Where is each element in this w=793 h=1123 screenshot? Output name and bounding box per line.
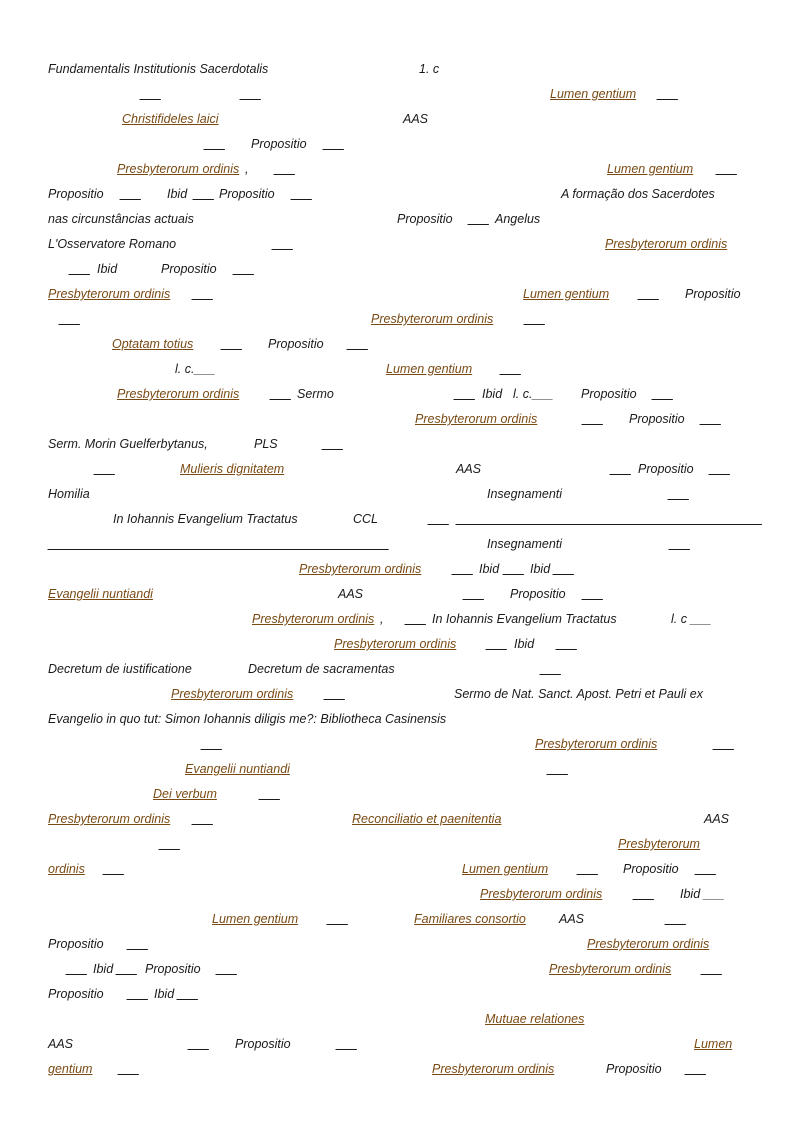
blank-line: ___ — [233, 262, 254, 276]
blank-line: ___ — [709, 462, 730, 476]
reference-link-mulieris-dignitatem[interactable]: Mulieris dignitatem — [180, 462, 285, 476]
reference-link-christifideles-laici[interactable]: Christifideles laici — [122, 112, 219, 126]
blank-line: ___ — [668, 487, 689, 501]
blank-line: ___ — [524, 312, 545, 326]
text-line — [0, 111, 793, 129]
text-propositio: Propositio — [581, 387, 637, 401]
text-in-iohannis-evangelium-tractatus: In Iohannis Evangelium Tractatus — [113, 512, 298, 526]
blank-line: ___ — [201, 737, 222, 751]
reference-link-lumen-gentium[interactable]: Lumen gentium — [607, 162, 694, 176]
text-line — [0, 436, 793, 454]
text-line — [0, 836, 793, 854]
text-ibid: Ibid — [154, 987, 175, 1001]
text-line — [0, 736, 793, 754]
text-line — [0, 336, 793, 354]
blank-line: ___ — [120, 187, 141, 201]
blank-line: ___ — [701, 962, 722, 976]
blank-line: ___ — [192, 812, 213, 826]
text-line — [0, 411, 793, 429]
reference-link-presbyterorum-ordinis[interactable]: Presbyterorum ordinis — [605, 237, 728, 251]
blank-line: ___ — [324, 687, 345, 701]
text-ibid: Ibid — [97, 262, 118, 276]
text-line — [0, 636, 793, 654]
text-propositio: Propositio — [629, 412, 685, 426]
text-aas: AAS — [403, 112, 429, 126]
blank-line: ___ — [177, 987, 198, 1001]
text-ibid: Ibid — [514, 637, 535, 651]
blank-line: ___ — [127, 937, 148, 951]
blank-line: ___ — [69, 262, 90, 276]
text-line — [0, 186, 793, 204]
text-line — [0, 661, 793, 679]
blank-line: ___ — [59, 312, 80, 326]
reference-link-presbyterorum-ordinis[interactable]: Presbyterorum ordinis — [432, 1062, 555, 1076]
text-line — [0, 1061, 793, 1079]
reference-link-ordinis[interactable]: ordinis — [48, 862, 85, 876]
reference-link-presbyterorum-ordinis[interactable]: Presbyterorum ordinis — [48, 812, 171, 826]
reference-link-optatam-totius[interactable]: Optatam totius — [112, 337, 194, 351]
text-aas: AAS — [559, 912, 585, 926]
blank-line: ___ — [577, 862, 598, 876]
blank-line: ___ — [118, 1062, 139, 1076]
blank-line: ___ — [103, 862, 124, 876]
blank-line: ___ — [336, 1037, 357, 1051]
text-l-c: l. c ___ — [671, 612, 712, 626]
text-propositio: Propositio — [685, 287, 741, 301]
text-evangelio-in-quo-tut-simon-iohannis-diligis-me-bibliotheca-casinensis: Evangelio in quo tut: Simon Iohannis diligis me?: Bibliotheca Casinensis — [48, 712, 447, 726]
blank-line: ___ — [556, 637, 577, 651]
reference-link-presbyterorum-ordinis[interactable]: Presbyterorum ordinis — [299, 562, 422, 576]
text-line — [0, 1011, 793, 1029]
text-aas: AAS — [338, 587, 364, 601]
text-line — [0, 486, 793, 504]
reference-link-presbyterorum-ordinis[interactable]: Presbyterorum ordinis — [587, 937, 710, 951]
text-ibid: Ibid — [482, 387, 503, 401]
text-decretum-de-iustificatione: Decretum de iustificatione — [48, 662, 192, 676]
reference-link-presbyterorum-ordinis[interactable]: Presbyterorum ordinis — [371, 312, 494, 326]
text-line — [0, 61, 793, 79]
text-line — [0, 586, 793, 604]
text-propositio: Propositio — [268, 337, 324, 351]
reference-link-reconciliatio-et-paenitentia[interactable]: Reconciliatio et paenitentia — [352, 812, 502, 826]
text-line — [0, 886, 793, 904]
blank-line: ___ — [500, 362, 521, 376]
blank-line: ___ — [452, 562, 473, 576]
reference-link-dei-verbum[interactable]: Dei verbum — [153, 787, 217, 801]
blank-line: ___ — [685, 1062, 706, 1076]
text-ibid: Ibid ___ — [680, 887, 725, 901]
text-ibid: Ibid — [93, 962, 114, 976]
blank-line: ___ — [468, 212, 489, 226]
text-line — [0, 286, 793, 304]
blank-line: ___ — [323, 137, 344, 151]
blank-line: ___ — [454, 387, 475, 401]
reference-link-presbyterorum-ordinis[interactable]: Presbyterorum ordinis — [48, 287, 171, 301]
text-line — [0, 1036, 793, 1054]
text-propositio: Propositio — [510, 587, 566, 601]
text-line — [0, 611, 793, 629]
reference-link-lumen-gentium[interactable]: Lumen gentium — [212, 912, 299, 926]
text-propositio: Propositio — [48, 187, 104, 201]
blank-line: ___ — [127, 987, 148, 1001]
text-l-osservatore-romano: L'Osservatore Romano — [48, 237, 177, 251]
text-line — [0, 361, 793, 379]
text-line — [0, 986, 793, 1004]
reference-link-evangelii-nuntiandi[interactable]: Evangelii nuntiandi — [48, 587, 153, 601]
text-line — [0, 136, 793, 154]
text-ibid: Ibid — [530, 562, 551, 576]
blank-line: ___ — [713, 737, 734, 751]
reference-link-familiares-consortio[interactable]: Familiares consortio — [414, 912, 526, 926]
blank-line: ___ — [272, 237, 293, 251]
text-propositio: Propositio — [606, 1062, 662, 1076]
reference-link-presbyterorum-ordinis[interactable]: Presbyterorum ordinis — [171, 687, 294, 701]
text-propositio: Propositio — [48, 937, 104, 951]
reference-link-presbyterorum-ordinis[interactable]: Presbyterorum ordinis — [535, 737, 658, 751]
blank-line: ___ — [669, 537, 690, 551]
blank-line: ____________________________________________ — [456, 512, 762, 526]
blank-line: ___ — [547, 762, 568, 776]
reference-link-mutuae-relationes[interactable]: Mutuae relationes — [485, 1012, 585, 1026]
text-propositio: Propositio — [235, 1037, 291, 1051]
blank-line: ___ — [140, 87, 161, 101]
text-sermo: Sermo — [297, 387, 334, 401]
text-propositio: Propositio — [48, 987, 104, 1001]
reference-link-presbyterorum-ordinis[interactable]: Presbyterorum ordinis — [334, 637, 457, 651]
text-propositio: Propositio — [638, 462, 694, 476]
blank-line: ___ — [540, 662, 561, 676]
reference-link-lumen-gentium[interactable]: Lumen gentium — [462, 862, 549, 876]
text-aas: AAS — [456, 462, 482, 476]
text-insegnamenti: Insegnamenti — [487, 487, 563, 501]
text-line — [0, 511, 793, 529]
text-line — [0, 261, 793, 279]
blank-line: ___ — [700, 412, 721, 426]
text-line — [0, 211, 793, 229]
blank-line: ___ — [405, 612, 426, 626]
text-propositio: Propositio — [397, 212, 453, 226]
text-fundamentalis-institutionis-sacerdotalis: Fundamentalis Institutionis Sacerdotalis — [48, 62, 269, 76]
reference-link-evangelii-nuntiandi[interactable]: Evangelii nuntiandi — [185, 762, 290, 776]
text-aas: AAS — [704, 812, 730, 826]
blank-line: ___ — [274, 162, 295, 176]
text-1-c: 1. c — [419, 62, 440, 76]
reference-link-presbyterorum-ordinis[interactable]: Presbyterorum ordinis — [480, 887, 603, 901]
text-l-c: l. c.___ — [513, 387, 554, 401]
text-line — [0, 936, 793, 954]
text-aas: AAS — [48, 1037, 74, 1051]
text-line — [0, 86, 793, 104]
blank-line: ___ — [665, 912, 686, 926]
blank-line: ___ — [193, 187, 214, 201]
blank-line: ___ — [695, 862, 716, 876]
text-propositio: Propositio — [251, 137, 307, 151]
blank-line: ___ — [553, 562, 574, 576]
text-line — [0, 161, 793, 179]
blank-line: ___ — [66, 962, 87, 976]
blank-line: ___ — [610, 462, 631, 476]
blank-line: ___ — [322, 437, 343, 451]
reference-link-presbyterorum-ordinis[interactable]: Presbyterorum ordinis — [252, 612, 375, 626]
text-propositio: Propositio — [161, 262, 217, 276]
blank-line: ___ — [291, 187, 312, 201]
blank-line: ___ — [347, 337, 368, 351]
text-nas-circunst-ncias-actuais: nas circunstâncias actuais — [48, 212, 194, 226]
blank-line: _________________________________________________ — [48, 537, 389, 551]
blank-line: ___ — [204, 137, 225, 151]
blank-line: ___ — [503, 562, 524, 576]
blank-line: ___ — [582, 587, 603, 601]
blank-line: ___ — [486, 637, 507, 651]
text-line — [0, 386, 793, 404]
text-line — [0, 561, 793, 579]
text-propositio: Propositio — [145, 962, 201, 976]
text-decretum-de-sacramentas: Decretum de sacramentas — [248, 662, 395, 676]
blank-line: ___ — [633, 887, 654, 901]
blank-line: ___ — [259, 787, 280, 801]
blank-line: ___ — [638, 287, 659, 301]
blank-line: ___ — [716, 162, 737, 176]
text-line — [0, 861, 793, 879]
blank-line: ___ — [94, 462, 115, 476]
blank-line: ___ — [116, 962, 137, 976]
text-blank: , — [380, 612, 384, 626]
reference-link-presbyterorum-ordinis[interactable]: Presbyterorum ordinis — [549, 962, 672, 976]
text-l-c: l. c.___ — [175, 362, 216, 376]
blank-line: ___ — [270, 387, 291, 401]
reference-link-presbyterorum-ordinis[interactable]: Presbyterorum ordinis — [117, 162, 240, 176]
blank-line: ___ — [327, 912, 348, 926]
text-line — [0, 461, 793, 479]
text-line — [0, 786, 793, 804]
blank-line: ___ — [221, 337, 242, 351]
text-homilia: Homilia — [48, 487, 90, 501]
text-ccl: CCL — [353, 512, 379, 526]
text-line — [0, 961, 793, 979]
text-propositio: Propositio — [623, 862, 679, 876]
text-a-forma-o-dos-sacerdotes: A formação dos Sacerdotes — [561, 187, 715, 201]
reference-link-lumen-gentium[interactable]: Lumen gentium — [550, 87, 637, 101]
text-angelus: Angelus — [495, 212, 541, 226]
text-line — [0, 711, 793, 729]
reference-link-presbyterorum[interactable]: Presbyterorum — [618, 837, 700, 851]
text-sermo-de-nat-sanct-apost-petri-et-pauli-ex: Sermo de Nat. Sanct. Apost. Petri et Pauli ex — [454, 687, 703, 701]
blank-line: ___ — [240, 87, 261, 101]
reference-link-gentium[interactable]: gentium — [48, 1062, 93, 1076]
text-line — [0, 761, 793, 779]
text-line — [0, 236, 793, 254]
text-line — [0, 686, 793, 704]
blank-line: ___ — [216, 962, 237, 976]
blank-line: ___ — [652, 387, 673, 401]
reference-link-lumen[interactable]: Lumen — [694, 1037, 733, 1051]
text-blank: , — [245, 162, 249, 176]
text-ibid: Ibid — [167, 187, 188, 201]
text-line — [0, 911, 793, 929]
text-line — [0, 311, 793, 329]
reference-link-lumen-gentium[interactable]: Lumen gentium — [386, 362, 473, 376]
text-line — [0, 811, 793, 829]
text-insegnamenti: Insegnamenti — [487, 537, 563, 551]
blank-line: ___ — [192, 287, 213, 301]
reference-link-presbyterorum-ordinis[interactable]: Presbyterorum ordinis — [415, 412, 538, 426]
text-serm-morin-guelferbytanus: Serm. Morin Guelferbytanus, — [48, 437, 208, 451]
reference-link-lumen-gentium[interactable]: Lumen gentium — [523, 287, 610, 301]
text-in-iohannis-evangelium-tractatus: In Iohannis Evangelium Tractatus — [432, 612, 617, 626]
blank-line: ___ — [159, 837, 180, 851]
blank-line: ___ — [582, 412, 603, 426]
text-pls: PLS — [254, 437, 278, 451]
text-ibid: Ibid — [479, 562, 500, 576]
blank-line: ___ — [657, 87, 678, 101]
text-line — [0, 536, 793, 554]
blank-line: ___ — [463, 587, 484, 601]
blank-line: ___ — [188, 1037, 209, 1051]
blank-line: ___ — [428, 512, 449, 526]
text-propositio: Propositio — [219, 187, 275, 201]
reference-link-presbyterorum-ordinis[interactable]: Presbyterorum ordinis — [117, 387, 240, 401]
